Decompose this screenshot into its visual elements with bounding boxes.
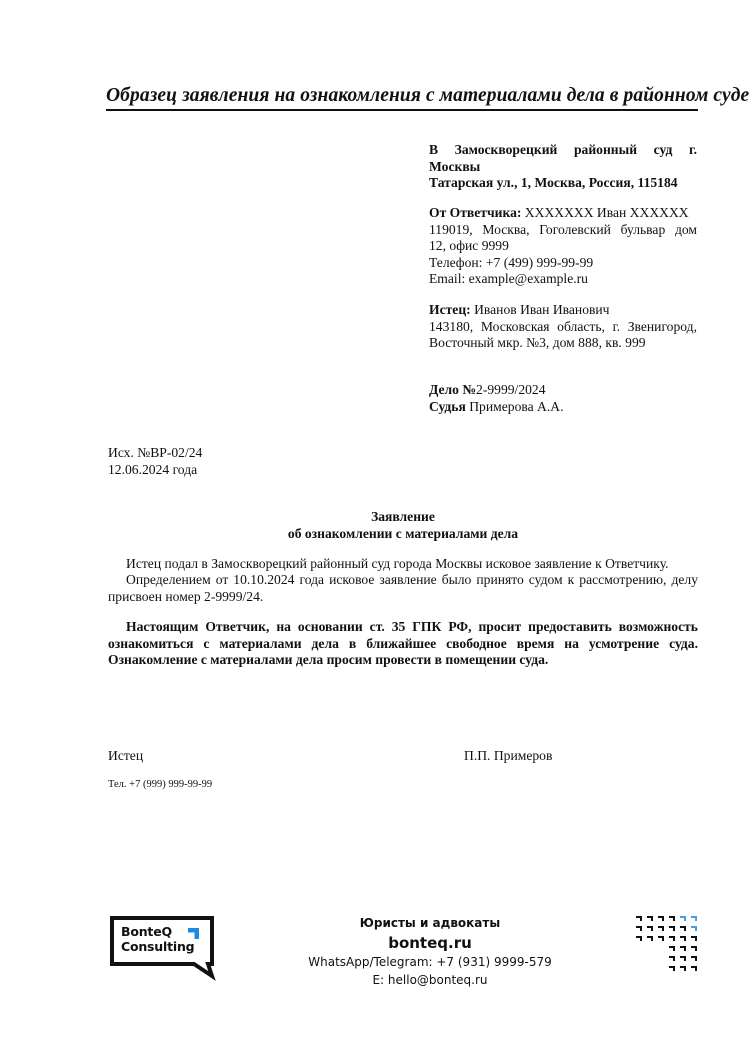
plaintiff-address-line1: 143180, Московская область, г. Звенигород, (429, 318, 697, 334)
court-name-line1: В Замоскворецкий районный суд г. (429, 142, 697, 157)
respondent-block (429, 205, 697, 288)
dot-grid-decoration-icon (636, 916, 700, 978)
case-number: 2-9999/2024 (476, 382, 546, 397)
page-title: Образец заявления на ознакомления с материалами дела в районном суде (106, 85, 750, 106)
bonteq-logo (110, 916, 214, 970)
plaintiff-name: Иванов Иван Иванович (470, 302, 610, 317)
judge-label: Судья (429, 398, 466, 414)
footer-tagline: Юристы и адвокаты (359, 916, 501, 930)
heading-line1: Заявление (371, 509, 435, 524)
logo-corner-mark-icon (188, 928, 199, 939)
court-name-line2: Москвы (429, 158, 481, 174)
paragraph-3-request: Настоящим Ответчик, на основании ст. 35 ГПК РФ, просит предоставить возможность ознакомиться с материалами дела в ближайшее свободное время на усмотрение суда. Ознакомление с материалами дела просим провести в помещении суда. (108, 619, 698, 667)
outgoing-number: Исх. №ВР-02/24 (108, 445, 203, 460)
logo-text (121, 924, 194, 954)
outgoing-reference (108, 445, 202, 478)
court-address: Татарская ул., 1, Москва, Россия, 115184 (429, 175, 678, 190)
signature-name: П.П. Примеров (464, 748, 553, 763)
signature-role: Истец (108, 748, 144, 763)
paragraph-1: Истец подал в Замоскворецкий районный суд города Москвы исковое заявление к Ответчику. (126, 556, 669, 571)
respondent-phone: Телефон: +7 (499) 999-99-99 (429, 254, 594, 270)
plaintiff-block (429, 302, 697, 352)
logo-line1: BonteQ (121, 924, 172, 939)
respondent-name-line (429, 205, 697, 222)
respondent-address-line1: 119019, Москва, Гоголевский бульвар дом (429, 221, 697, 237)
page-title-container (106, 84, 750, 111)
case-label: Дело № (429, 382, 477, 397)
court-addressee-block (429, 142, 697, 192)
document-heading (108, 509, 698, 542)
respondent-label: От Ответчика: (429, 205, 522, 220)
respondent-email: Email: example@example.ru (429, 271, 588, 286)
logo-line2: Consulting (121, 939, 195, 954)
plaintiff-address-line2: Восточный мкр. №3, дом 888, кв. 999 (429, 335, 646, 350)
case-info-block (429, 382, 697, 415)
footer-email: E: hello@bonteq.ru (372, 973, 488, 987)
paragraph-2: Определением от 10.10.2024 года исковое заявление было принято судом к рассмотрению, делу присвоен номер 2-9999/24. (108, 572, 698, 604)
judge-line (429, 399, 697, 416)
case-number-line (429, 382, 697, 399)
plaintiff-label: Истец: (429, 302, 471, 317)
respondent-address-line2: 12, офис 9999 (429, 238, 509, 253)
respondent-name: XXXXXXX Иван XXXXXX (521, 205, 689, 220)
outgoing-date: 12.06.2024 года (108, 461, 198, 477)
footer-contacts (280, 914, 580, 989)
footer-messenger: WhatsApp/Telegram: +7 (931) 9999-579 (308, 955, 552, 969)
plaintiff-name-line (429, 302, 697, 319)
signature-phone: Тел. +7 (999) 999-99-99 (108, 779, 213, 790)
footer-site-link[interactable]: bonteq.ru (388, 934, 472, 952)
heading-line2: об ознакомлении с материалами дела (287, 525, 519, 541)
judge-name: Примерова А.А. (465, 398, 564, 414)
